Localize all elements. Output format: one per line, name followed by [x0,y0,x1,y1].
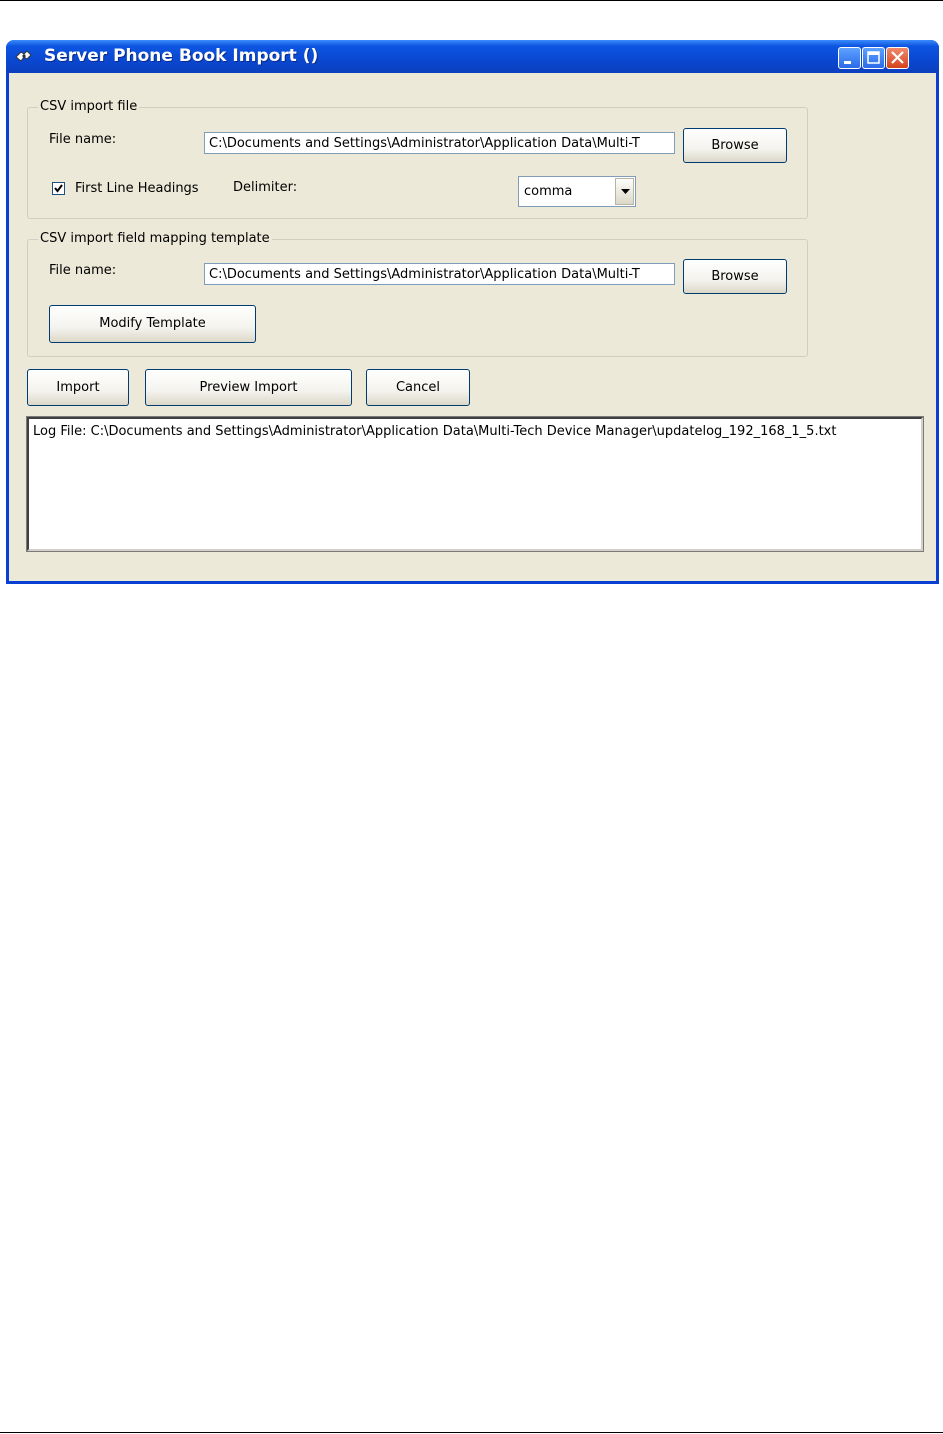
close-button[interactable] [886,47,909,69]
mapping-template-group [27,231,808,357]
template-browse-button[interactable]: Browse [683,259,787,294]
window-title: Server Phone Book Import () [44,46,319,66]
csv-import-file-group [27,99,808,219]
csv-file-name-input[interactable]: C:\Documents and Settings\Administrator\Application Data\Multi-T [204,132,675,154]
log-file-text: Log File: C:\Documents and Settings\Administrator\Application Data\Multi-Tech Device Manager\updatelog_192_168_1_5.txt [33,424,837,439]
import-dialog-window [6,40,939,584]
delimiter-label: Delimiter: [233,180,298,195]
import-button[interactable]: Import [27,369,129,406]
delimiter-select[interactable] [518,176,636,207]
maximize-button[interactable] [862,47,885,69]
page-top-rule [0,0,943,1]
delimiter-select-value: comma [524,184,573,199]
maximize-icon [863,48,884,68]
template-file-name-label: File name: [49,263,117,278]
phonebook-app-icon [15,49,33,65]
dialog-client-area [9,73,936,581]
first-line-headings-label[interactable]: First Line Headings [75,181,199,196]
first-line-headings-checkbox[interactable] [52,182,65,195]
log-output-box[interactable] [27,417,923,551]
mapping-template-legend: CSV import field mapping template [40,231,270,246]
chevron-down-icon [621,189,630,195]
modify-template-button[interactable]: Modify Template [49,305,256,343]
minimize-button[interactable] [838,47,861,69]
cancel-button[interactable]: Cancel [366,369,470,406]
csv-import-file-legend: CSV import file [40,99,138,114]
title-bar[interactable] [6,40,939,73]
checkmark-icon [53,183,64,194]
close-icon [887,48,908,68]
csv-file-name-label: File name: [49,132,117,147]
template-file-name-input[interactable]: C:\Documents and Settings\Administrator\Application Data\Multi-T [204,263,675,285]
csv-browse-button[interactable]: Browse [683,128,787,163]
page-bottom-rule [0,1432,943,1433]
minimize-icon [839,48,860,68]
delimiter-dropdown-button[interactable] [615,178,634,205]
preview-import-button[interactable]: Preview Import [145,369,352,406]
